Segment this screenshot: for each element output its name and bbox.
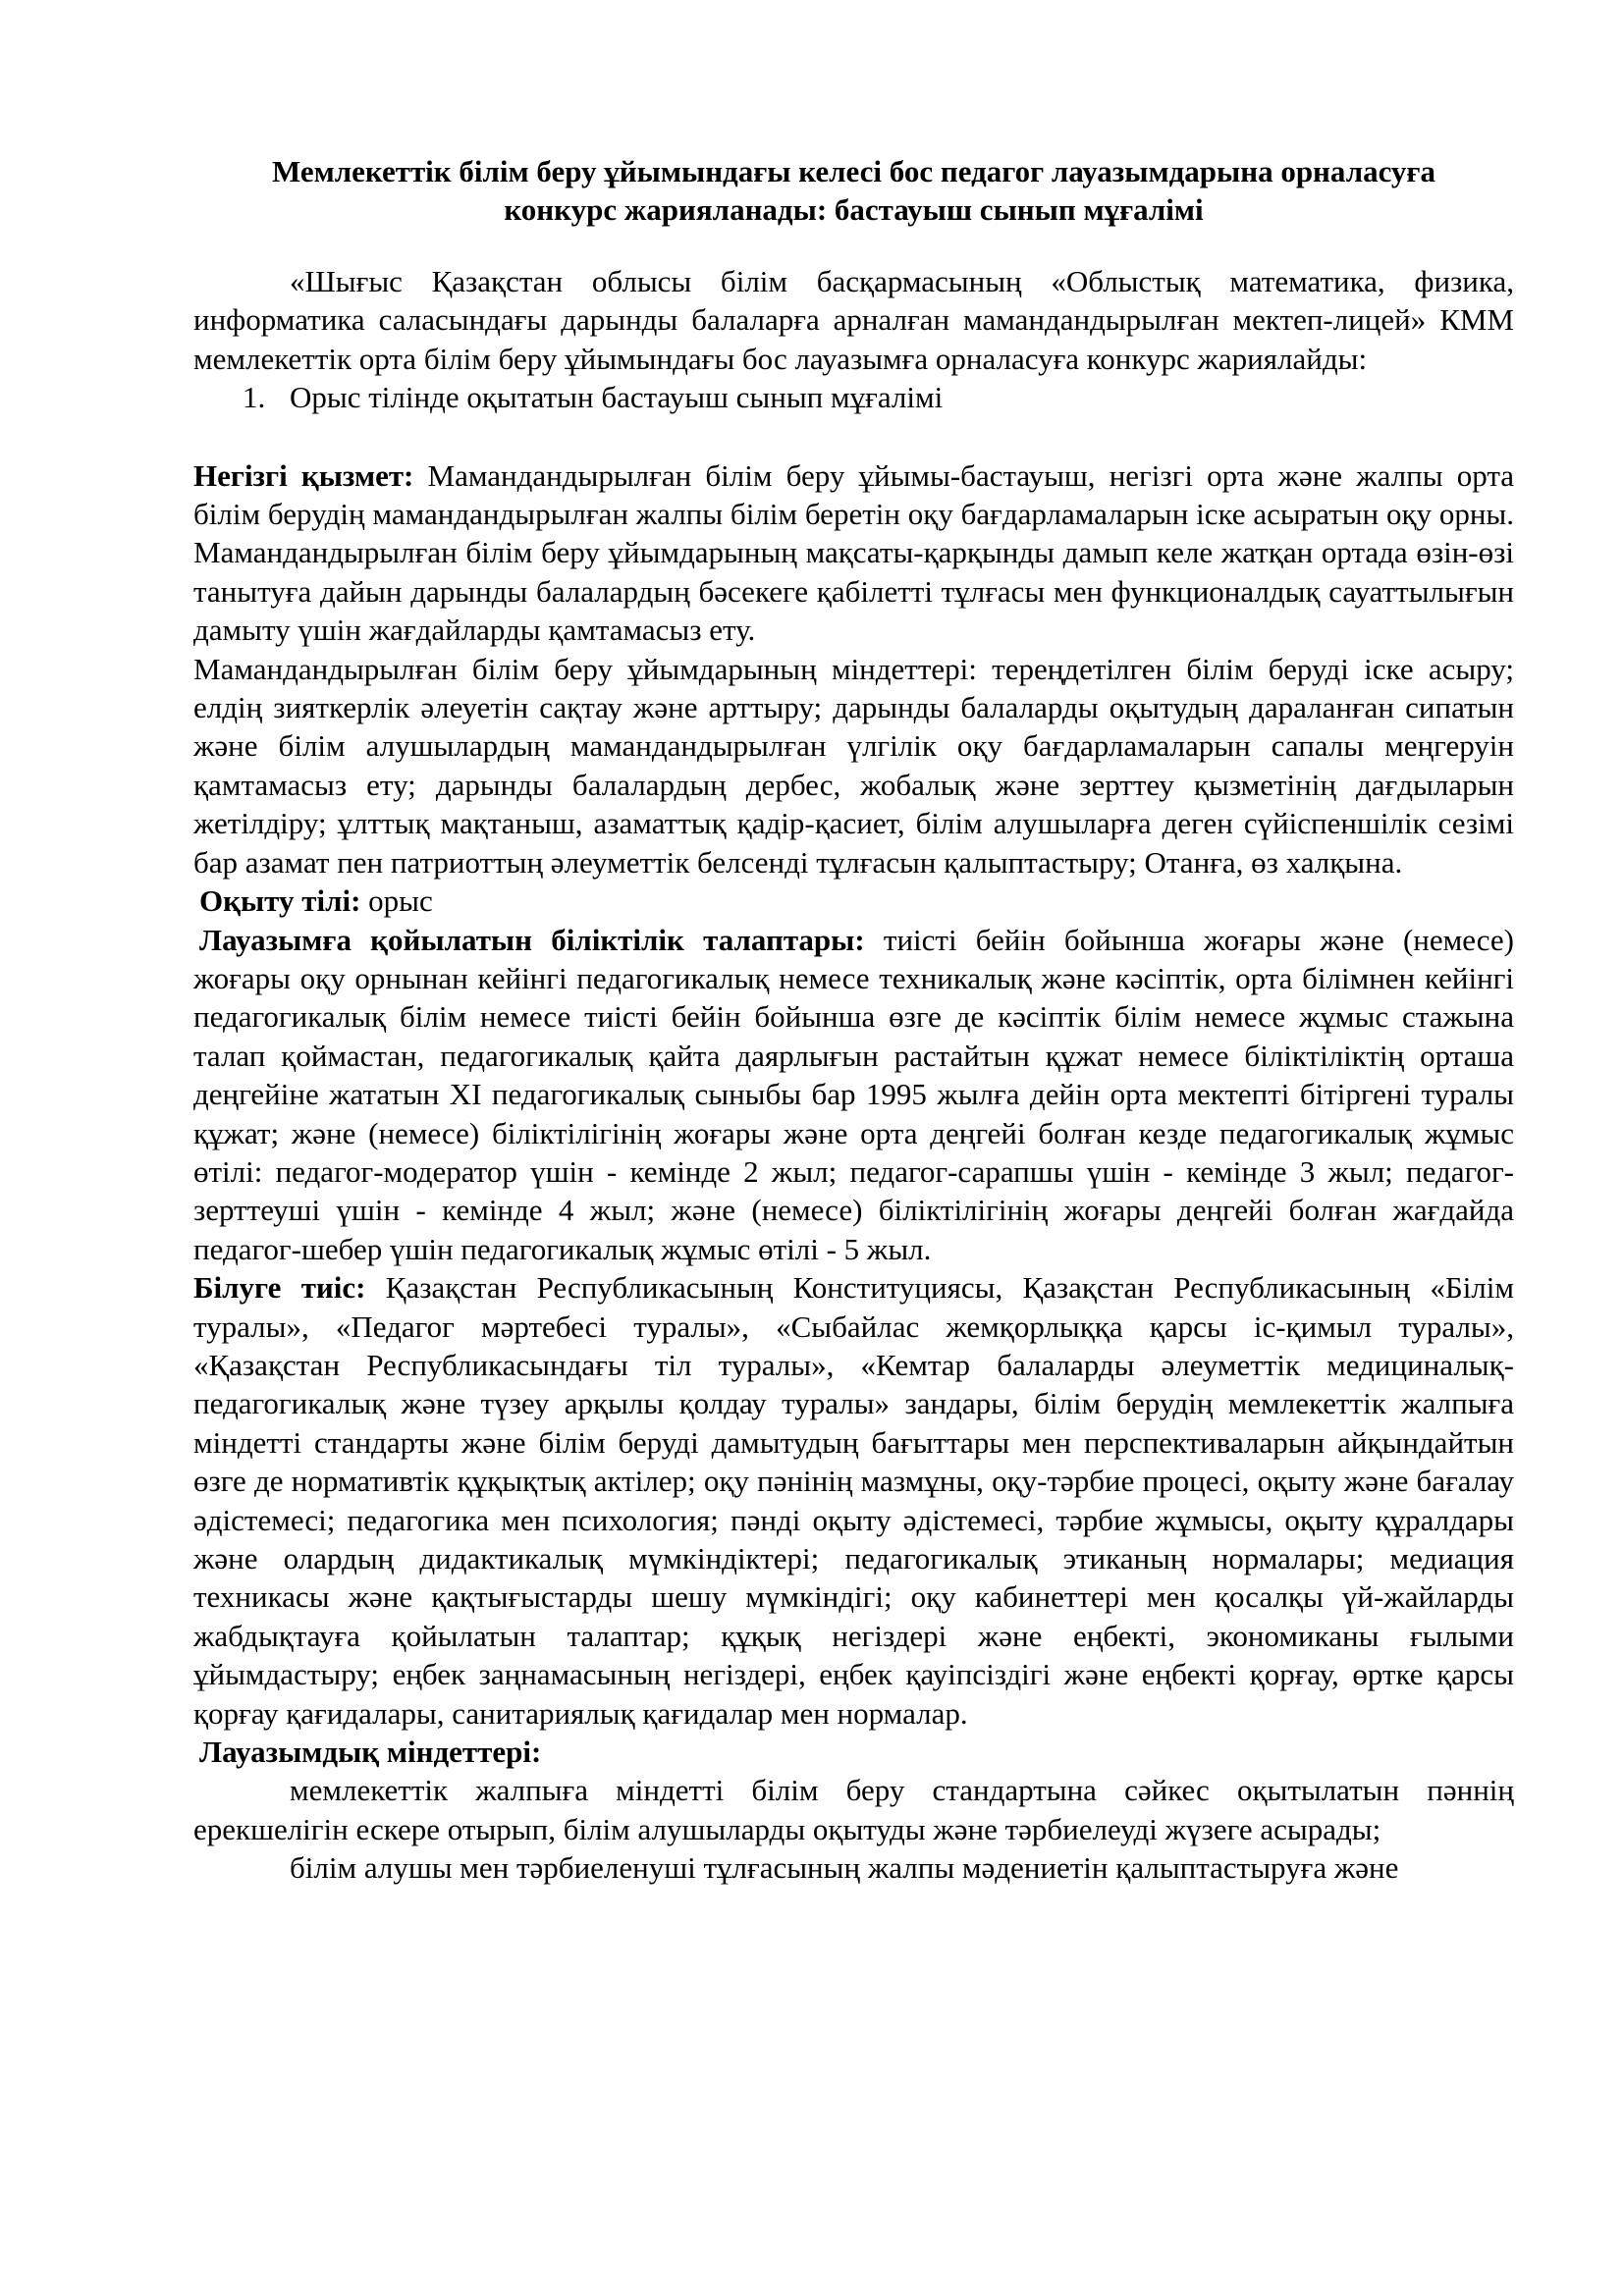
title-line-1: Мемлекеттік білім беру ұйымындағы келесі бос педагог лауазымдарына орналасуға: [271, 154, 1436, 188]
must-know-paragraph: [193, 1268, 1514, 1733]
qualification-label: Лауазымға қойылатын біліктілік талаптары:: [199, 922, 865, 957]
main-activity-text: Мамандандырылған білім беру ұйымы-бастауыш, негізгі орта және жалпы орта білім берудің мамандандырылған жалпы білім беретін оқу бағдарламаларын іске асыратын оқу орны. Мамандандырылған білім беру ұйымдарының мақсаты-қарқынды дамып келе жатқан ортада өзін-өзі танытуға дайын дарынды балалардың бәсекеге қабілетті тұлғасы мен функционалдық сауаттылығын дамыту үшін жағдайларды қамтамасыз ету.: [193, 457, 1515, 648]
must-know-label: Білуге тиіс:: [193, 1270, 366, 1306]
qualification-paragraph: [193, 921, 1514, 1269]
page-title: [193, 152, 1514, 229]
language-paragraph: [193, 881, 1514, 920]
positions-list: [193, 378, 1514, 416]
duty-item-1: мемлекеттік жалпыға міндетті білім беру стандартына сәйкес оқытылатын пәннің ерекшелігін ескере отырып, білім алушыларды оқытуды және тәрбиелеуді жүзеге асырады;: [193, 1773, 1514, 1846]
intro-paragraph: «Шығыс Қазақстан облысы білім басқармасының «Облыстық математика, физика, информатика саласындағы дарынды балаларға арналған мамандандырылған мектеп-лицей» КММ мемлекеттік орта білім беру ұйымындағы бос лауазымға орналасуға конкурс жариялайды:: [193, 264, 1514, 376]
title-line-2: конкурс жарияланады: бастауыш сынып мұғалімі: [504, 192, 1204, 227]
document-content: [193, 152, 1514, 1888]
qualification-text: тиісті бейін бойынша жоғары және (немесе) жоғары оқу орнынан кейінгі педагогикалық немесе техникалық және кәсіптік, орта білімнен кейінгі педагогикалық білім немесе тиісті бейін бойынша өзге де кәсіптік білім немесе жұмыс стажына талап қоймастан, педагогикалық қайта даярлығын растайтын құжат немесе біліктіліктің орташа деңгейіне жататын XI педагогикалық сыныбы бар 1995 жылға дейін орта мектепті бітіргені туралы құжат; және (немесе) біліктілігінің жоғары және орта деңгейі болған кезде педагогикалық жұмыс өтілі: педагог-модератор үшін - кемінде 2 жыл; педагог-сарапшы үшін - кемінде 3 жыл; педагог-зерттеуші үшін - кемінде 4 жыл; және (немесе) біліктілігінің жоғары деңгейі болған жағдайда педагог-шебер үшін педагогикалық жұмыс өтілі - 5 жыл.: [193, 922, 1514, 1266]
language-value: орыс: [360, 883, 433, 919]
must-know-text: Қазақстан Республикасының Конституциясы, Қазақстан Республикасының «Білім туралы», «Педагог мәртебесі туралы», «Сыбайлас жемқорлыққа қарсы іс-қимыл туралы», «Қазақстан Республикасындағы тіл туралы», «Кемтар балаларды әлеуметтік медициналық-педагогикалық және түзеу арқылы қолдау туралы» зандары, білім берудің мемлекеттік жалпыға міндетті стандарты және білім беруді дамытудың бағыттары мен перспективаларын айқындайтын өзге де нормативтік құқықтық актілер; оқу пәнінің мазмұны, оқу-тәрбие процесі, оқыту және бағалау әдістемесі; педагогика мен психология; пәнді оқыту әдістемесі, тәрбие жұмысы, оқыту құралдары және олардың дидактикалық мүмкіндіктері; педагогикалық этиканың нормалары; медиация техникасы және қақтығыстарды шешу мүмкіндігі; оқу кабинеттері мен қосалқы үй-жайларды жабдықтауға қойылатын талаптар; құқық негіздері және еңбекті, экономиканы ғылыми ұйымдастыру; еңбек заңнамасының негіздері, еңбек қауіпсіздігі және еңбекті қорғау, өртке қарсы қорғау қағидалары, санитариялық қағидалар мен нормалар.: [193, 1270, 1515, 1731]
duties-heading: Лауазымдық міндеттері:: [199, 1735, 542, 1770]
language-label: Оқыту тілі:: [199, 883, 361, 919]
main-activity-paragraph: [193, 456, 1514, 650]
list-item-text: Орыс тілінде оқытатын бастауыш сынып мұғалімі: [290, 380, 944, 415]
list-item: [193, 378, 1514, 416]
duty-item-2: білім алушы мен тәрбиеленуші тұлғасының жалпы мәдениетін қалыптастыруға және: [290, 1850, 1399, 1886]
main-activity-label: Негізгі қызмет:: [193, 457, 414, 493]
tasks-paragraph: Мамандандырылған білім беру ұйымдарының міндеттері: тереңдетілген білім беруді іске асыру; елдің зияткерлік әлеуетін сақтау және арттыру; дарынды балаларды оқытудың дараланған сипатын және білім алушылардың мамандандырылған үлгілік оқу бағдарламаларын сапалы меңгеруін қамтамасыз ету; дарынды балалардың дербес, жобалық және зерттеу қызметінің дағдыларын жетілдіру; ұлттық мақтаныш, азаматтық қадір-қасиет, білім алушыларға деген сүйіспеншілік сезімі бар азамат пен патриоттың әлеуметтік белсенді тұлғасын қалыптастыру; Отанға, өз халқына.: [193, 651, 1514, 880]
list-item-number: 1.: [243, 380, 266, 415]
